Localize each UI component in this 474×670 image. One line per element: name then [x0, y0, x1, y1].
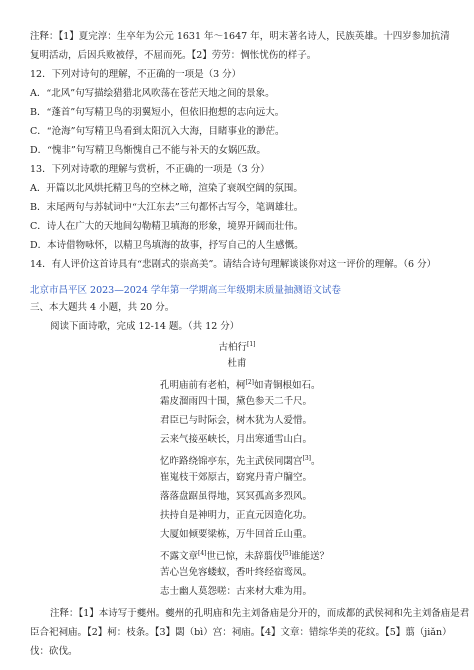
poem-title — [0, 338, 474, 354]
option-a: A．“北风”句写描绘猎猎北风吹荡在苍茫天地之间的景象。 — [30, 88, 275, 99]
poem-line: 霜皮溜雨四十围，黛色参天二千尺。 — [160, 396, 313, 407]
part-three-header: 三、本大题共 4 小题，共 20 分。 — [30, 302, 175, 313]
note-line: 伐：砍伐。 — [30, 646, 78, 657]
reading-instruction: 阅读下面诗歌，完成 12-14 题。（共 12 分） — [50, 321, 240, 332]
poem-text: 孔明庙前有老柏，柯 — [160, 380, 246, 392]
note-line: 注释：【1】本诗写于夔州。夔州的孔明庙和先主刘备庙是分开的，而成都的武侯祠和先主刘备庙是君 — [50, 608, 470, 619]
question-14: 14．有人评价这首诗具有“悲剧式的崇高美”。请结合诗句理解谈谈你对这一评价的理解。（6 分） — [30, 259, 437, 270]
poem-title-text: 古柏行 — [218, 342, 247, 354]
option-a: A．开篇以北风烘托精卫鸟的空林之啼，渲染了衰飒空阔的氛围。 — [30, 183, 303, 194]
question-13-stem: 13．下列对诗歌的理解与赏析，不正确的一项是（3 分） — [30, 164, 270, 175]
footnote-marker: [2] — [245, 379, 255, 386]
footnote-marker: [4] — [198, 550, 207, 557]
option-b: B．末尾两句与苏轼词中“大江东去”三句都怀古写今，笔调雄壮。 — [30, 202, 304, 213]
poem-line — [160, 376, 321, 392]
poem-author: 杜甫 — [227, 358, 247, 369]
poem-line: 苦心岂免容蝼蚁，香叶终经宿鸾凤。 — [160, 567, 313, 578]
poem-text: 忆昨路绕锦亭东，先主武侯同閟宫 — [160, 456, 303, 468]
poem-text: 世已惊，未辞翦伐 — [206, 551, 283, 563]
option-c: C．“沧海”句写精卫鸟看到太阳沉入大海，目睹事业的渺茫。 — [30, 126, 285, 137]
poem-text: 不露文章 — [160, 551, 199, 563]
option-d: D．本诗借物咏怀，以精卫鸟填海的故事，抒写自己的人生感慨。 — [30, 240, 304, 251]
poem-line: 扶持自是神明力，正直元因造化功。 — [160, 510, 313, 521]
poem-line: 崔嵬枝干郊原古，窈窕丹青户牖空。 — [160, 472, 313, 483]
option-b: B．“蓬首”句写精卫鸟的羽翼短小，但依旧抱想的志向远大。 — [30, 107, 285, 118]
footnote-marker: [3] — [302, 455, 312, 462]
note-line: 臣合祀祠庙。【2】柯：枝条。【3】閟（bì）宫：祠庙。【4】文章：错综华美的花纹。【5】翦（jiǎn） — [30, 627, 452, 638]
poem-text: 如青铜根如石。 — [254, 380, 321, 392]
poem-line: 落落盘踞虽得地，冥冥孤高多烈风。 — [160, 491, 313, 502]
poem-line: 君臣已与时际会，树木犹为人爱惜。 — [160, 415, 313, 426]
poem-line: 志士幽人莫怨嗟：古来材大难为用。 — [160, 586, 313, 597]
poem-text: 谁能送？ — [291, 551, 330, 563]
footnote-marker: [5] — [282, 550, 292, 557]
section-heading: 北京市昌平区 2023—2024 学年第一学期高三年级期末质量抽测语文试卷 — [30, 285, 341, 296]
poem-text: 。 — [311, 456, 321, 468]
poem-line: 云来气接巫峡长，月出寒通雪山白。 — [160, 434, 313, 445]
option-c: C．诗人在广大的天地间勾勒精卫填海的形象，境界开阔而壮伟。 — [30, 221, 304, 232]
note-line: 注释：【1】夏完淳：生卒年为公元 1631 年～1647 年，明末著名诗人，民族英雄。十四岁参加抗清 — [30, 31, 450, 42]
poem-line — [160, 547, 329, 563]
poem-line: 大厦如倾要梁栋，万牛回首丘山重。 — [160, 529, 313, 540]
note-line: 复明活动，后因兵败被俘，不屈而死。【2】劳劳：惆怅忧伤的样子。 — [30, 50, 317, 61]
poem-line — [160, 452, 321, 468]
option-d: D．“愧非”句写精卫鸟惭愧自己不能与补天的女娲匹敌。 — [30, 145, 266, 156]
question-12-stem: 12．下列对诗句的理解，不正确的一项是（3 分） — [30, 69, 242, 80]
footnote-marker: [1] — [247, 341, 256, 348]
